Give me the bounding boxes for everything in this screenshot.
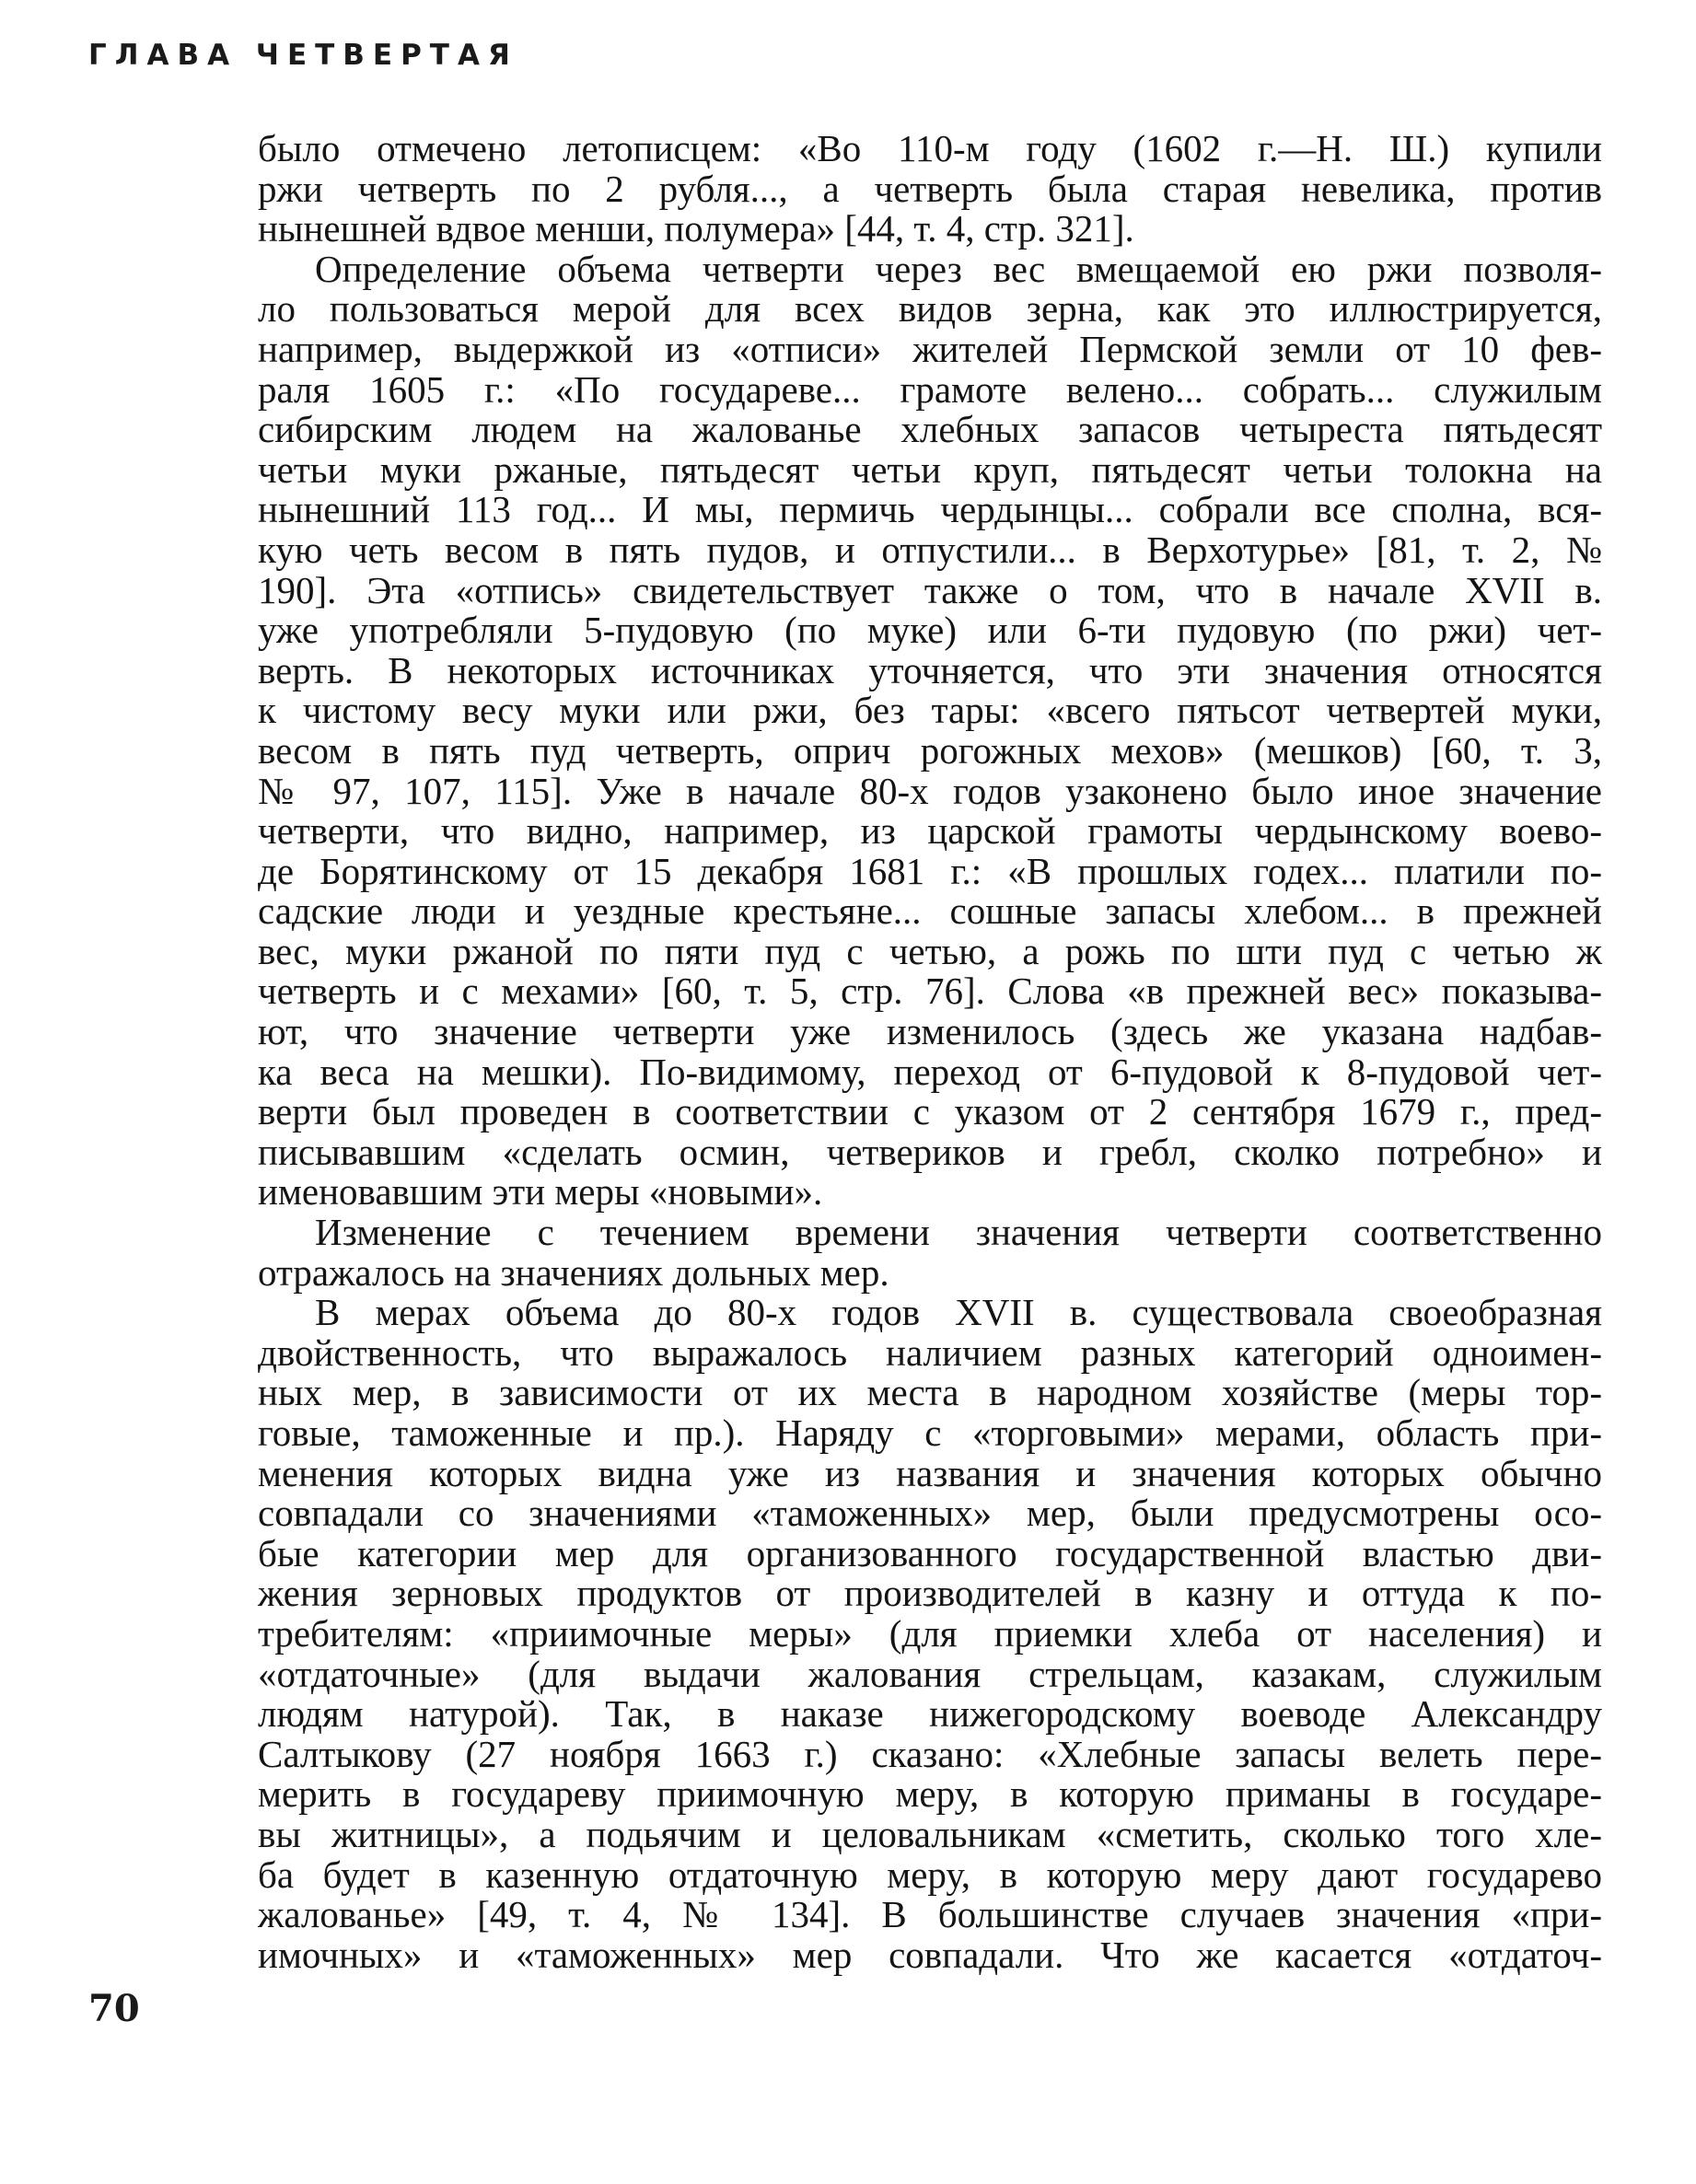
paragraph-1 [258, 129, 1602, 250]
text-line: Определение объема четверти через вес вмещаемой ею ржи позволя- [315, 247, 1602, 290]
text-line: четверти, что видно, например, из царской грамоты чердынскому воево- [258, 809, 1602, 853]
running-head: ГЛАВА ЧЕТВЕРТАЯ [88, 39, 518, 72]
text-line: «отдаточные» (для выдачи жалования стрельцам, казакам, служилым [258, 1652, 1602, 1695]
text-line: Салтыкову (27 ноября 1663 г.) сказано: «Хлебные запасы велеть пере- [258, 1732, 1602, 1775]
text-line: садские люди и уездные крестьяне... сошные запасы хлебом... в прежней [258, 889, 1602, 933]
text-line: 190]. Эта «отпись» свидетельствует также о том, что в начале XVII в. [258, 568, 1602, 611]
text-line: уже употребляли 5-пудовую (по муке) или 6-ти пудовую (по ржи) чет- [258, 609, 1602, 652]
text-line: № 97, 107, 115]. Уже в начале 80-х годов узаконено было иное значение [258, 769, 1602, 812]
text-line: отражалось на значениях дольных мер. [258, 1250, 889, 1294]
text-line: людям натурой). Так, в наказе нижегородскому воеводе Александру [258, 1692, 1602, 1736]
text-line: ют, что значение четверти уже изменилось (здесь же указана надбав- [258, 1010, 1602, 1053]
text-line: верть. В некоторых источниках уточняется, что эти значения относятся [258, 648, 1602, 691]
text-line: весом в пять пуд четверть, оприч рогожных мехов» (мешков) [60, т. 3, [258, 728, 1602, 772]
text-line: имочных» и «таможенных» мер совпадали. Что же касается «отдаточ- [258, 1933, 1602, 1976]
text-line: двойственность, что выражалось наличием разных категорий одноимен- [258, 1330, 1602, 1374]
text-line: четверть и с мехами» [60, т. 5, стр. 76]. Слова «в прежней вес» показыва- [258, 970, 1602, 1013]
text-line: нынешней вдвое менши, полумера» [44, т. 4, стр. 321]. [258, 207, 1134, 250]
text-line: верти был проведен в соответствии с указом от 2 сентября 1679 г., пред- [258, 1090, 1602, 1133]
text-line: ных мер, в зависимости от их места в народном хозяйстве (меры тор- [258, 1371, 1602, 1414]
text-line: мерить в государеву приимочную меру, в которую приманы в государе- [258, 1772, 1602, 1816]
text-line: нынешний 113 год... И мы, пермичь чердынцы... собрали все сполна, вся- [258, 488, 1602, 531]
text-line: ржи четверть по 2 рубля..., а четверть была старая невелика, против [258, 167, 1602, 210]
text-line: говые, таможенные и пр.). Наряду с «торговыми» мерами, область при- [258, 1411, 1602, 1454]
text-line: требителям: «приимочные меры» (для приемки хлеба от населения) и [258, 1611, 1602, 1655]
text-line: например, выдержкой из «отписи» жителей Пермской земли от 10 фев- [258, 327, 1602, 370]
paragraph-3 [258, 1213, 1602, 1293]
paragraph-4 [258, 1293, 1602, 1975]
text-line: четьи муки ржаные, пятьдесят четьи круп, пятьдесят четьи толокна на [258, 447, 1602, 491]
text-line: было отмечено летописцем: «Во 110-м году (1602 г.—Н. Ш.) купили [258, 127, 1602, 169]
text-line: сибирским людем на жалованье хлебных запасов четыреста пятьдесят [258, 408, 1602, 451]
paragraph-2 [258, 247, 1602, 1214]
page-number: 70 [88, 1987, 140, 2030]
text-line: именовавшим эти меры «новыми». [258, 1170, 823, 1214]
text-line: писывавшим «сделать осмин, четвериков и гребл, сколко потребно» и [258, 1130, 1602, 1173]
text-line: бые категории мер для организованного государственной властью дви- [258, 1531, 1602, 1574]
text-line: к чистому весу муки или ржи, без тары: «всего пятьсот четвертей муки, [258, 689, 1602, 732]
text-line: де Борятинскому от 15 декабря 1681 г.: «В прошлых годех... платили по- [258, 849, 1602, 892]
text-line: жения зерновых продуктов от производителей в казну и оттуда к по- [258, 1572, 1602, 1615]
text-line: жалованье» [49, т. 4, № 134]. В большинстве случаев значения «при- [258, 1893, 1602, 1936]
text-line: менения которых видна уже из названия и значения которых обычно [258, 1451, 1602, 1494]
text-line: раля 1605 г.: «По государеве... грамоте велено... собрать... служилым [258, 367, 1602, 411]
text-line: Изменение с течением времени значения четверти соответственно [315, 1211, 1602, 1254]
text-line: ка веса на мешки). По-видимому, переход от 6-пудовой к 8-пудовой чет- [258, 1050, 1602, 1093]
text-line: ба будет в казенную отдаточную меру, в которую меру дают государево [258, 1853, 1602, 1896]
body-text [258, 129, 1602, 1975]
text-line: кую четь весом в пять пудов, и отпустили... в Верхотурье» [81, т. 2, № [258, 528, 1602, 571]
text-line: вы житницы», а подьячим и целовальникам «сметить, сколько того хле- [258, 1812, 1602, 1855]
text-line: ло пользоваться мерой для всех видов зерна, как это иллюстрируется, [258, 287, 1602, 331]
text-line: совпадали со значениями «таможенных» мер, были предусмотрены осо- [258, 1492, 1602, 1535]
text-line: В мерах объема до 80-х годов XVII в. существовала своеобразная [315, 1291, 1602, 1334]
text-line: вес, муки ржаной по пяти пуд с четью, а рожь по шти пуд с четью ж [258, 929, 1602, 972]
